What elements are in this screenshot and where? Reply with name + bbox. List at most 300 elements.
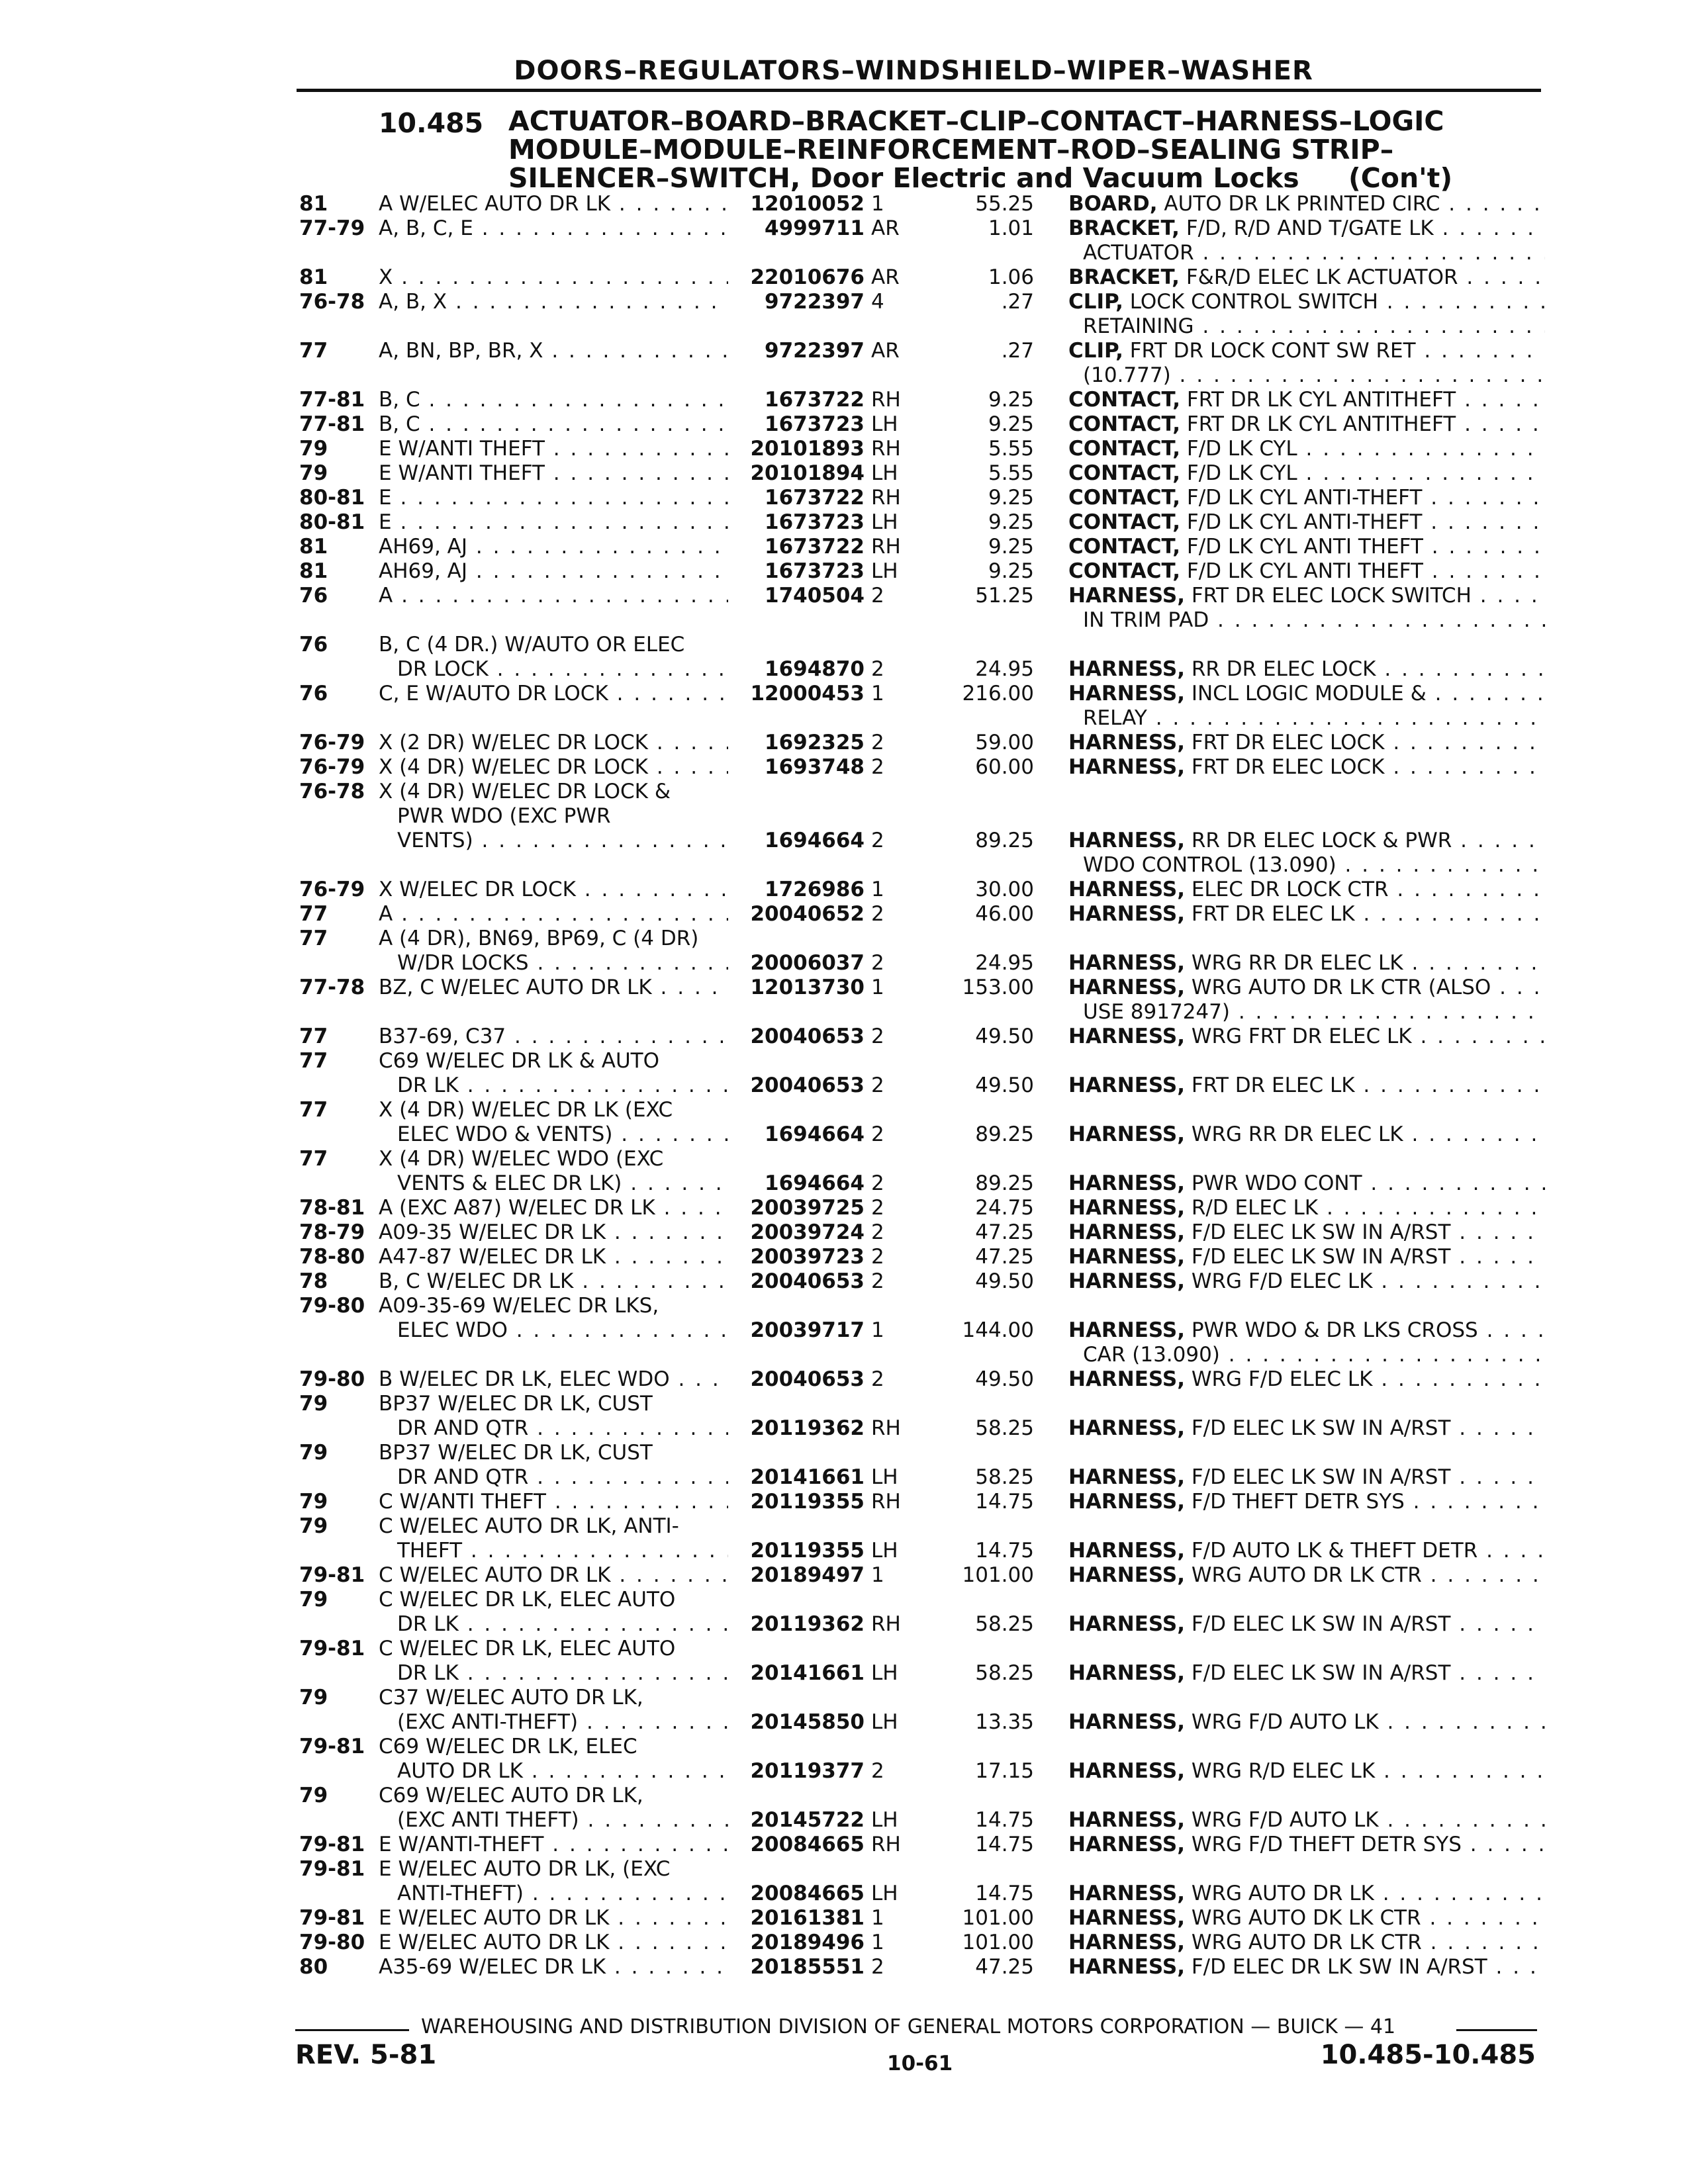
description — [1068, 1220, 1545, 1245]
price: 14.75 — [975, 1833, 1034, 1856]
part-name: HARNESS, — [1068, 1833, 1185, 1856]
part-name: CLIP, — [1068, 339, 1123, 363]
description — [1068, 1000, 1545, 1024]
application-text: A (EXC A87) W/ELEC DR LK — [379, 1196, 655, 1220]
part-name: HARNESS, — [1068, 1955, 1185, 1979]
table-row — [0, 657, 1688, 682]
part-number: 1673723 — [765, 412, 865, 436]
table-row — [0, 559, 1688, 584]
part-number: 1693748 — [765, 755, 865, 779]
application — [379, 412, 728, 437]
description — [1068, 1808, 1545, 1833]
application — [379, 1588, 728, 1612]
table-row — [0, 1294, 1688, 1318]
model-year: 76-79 — [299, 755, 365, 779]
application-text: VENTS & ELEC DR LK) — [397, 1171, 622, 1195]
part-name: HARNESS, — [1068, 1416, 1185, 1440]
application — [379, 1661, 728, 1686]
part-description: WRG AUTO DR LK CTR — [1191, 1563, 1422, 1587]
part-name: HARNESS, — [1068, 878, 1185, 901]
part-description: F&R/D ELEC LK ACTUATOR — [1186, 265, 1458, 289]
table-row — [0, 1441, 1688, 1465]
application — [379, 1024, 728, 1049]
section-title — [508, 107, 1452, 193]
table-row — [0, 1245, 1688, 1269]
quantity: 2 — [871, 1196, 884, 1220]
model-year: 79-80 — [299, 1931, 365, 1954]
model-year: 77-81 — [299, 388, 365, 412]
application-text: B, C — [379, 412, 420, 436]
model-year: 79 — [299, 1490, 328, 1514]
quantity: RH — [871, 486, 901, 510]
description — [1068, 1416, 1545, 1441]
part-number: 20189497 — [750, 1563, 865, 1587]
application-text: DR LK — [397, 1073, 459, 1097]
section-title-line-1: ACTUATOR–BOARD–BRACKET–CLIP–CONTACT–HARNESS–LOGIC — [508, 105, 1444, 137]
part-number: 4999711 — [765, 216, 865, 240]
price: 49.50 — [975, 1024, 1034, 1048]
quantity: 2 — [871, 1122, 884, 1146]
section-subtitle: Door Electric and Vacuum Locks — [810, 162, 1299, 194]
part-number: 1694664 — [765, 1122, 865, 1146]
table-row — [0, 976, 1688, 1000]
quantity: 2 — [871, 1955, 884, 1979]
part-name: HARNESS, — [1068, 1196, 1185, 1220]
price: 14.75 — [975, 1490, 1034, 1514]
part-number: 12000453 — [750, 682, 865, 705]
model-year: 79-81 — [299, 1906, 365, 1930]
table-row — [0, 682, 1688, 706]
application — [379, 1637, 728, 1661]
description — [1068, 1171, 1545, 1196]
price: 5.55 — [988, 437, 1034, 461]
application — [379, 192, 728, 216]
price: 24.95 — [975, 951, 1034, 975]
description — [1068, 510, 1545, 535]
price: 47.25 — [975, 1955, 1034, 1979]
application — [379, 1784, 728, 1808]
application-text: B37-69, C37 — [379, 1024, 506, 1048]
application-text: X (4 DR) W/ELEC DR LOCK — [379, 755, 648, 779]
price: 153.00 — [962, 976, 1034, 999]
table-row — [0, 608, 1688, 633]
part-description: WRG AUTO DR LK CTR (ALSO — [1191, 976, 1491, 999]
part-name: HARNESS, — [1068, 1122, 1185, 1146]
application-text: X (4 DR) W/ELEC DR LOCK & — [379, 780, 671, 803]
table-row — [0, 1686, 1688, 1710]
description — [1068, 437, 1545, 461]
quantity: 1 — [871, 1931, 884, 1954]
part-number: 20040653 — [750, 1024, 865, 1048]
section-title-line-2: MODULE–MODULE–REINFORCEMENT–ROD–SEALING STRIP– — [508, 134, 1394, 165]
description — [1068, 657, 1545, 682]
part-description: RETAINING — [1083, 314, 1194, 338]
part-name: HARNESS, — [1068, 584, 1185, 608]
quantity: LH — [871, 1808, 898, 1832]
model-year: 77 — [299, 1098, 328, 1122]
model-year: 80 — [299, 1955, 328, 1979]
application — [379, 1686, 728, 1710]
application — [379, 1882, 728, 1906]
part-description: WRG F/D ELEC LK — [1191, 1367, 1373, 1391]
table-row — [0, 1318, 1688, 1343]
application-text: B, C W/ELEC DR LK — [379, 1269, 574, 1293]
part-name: HARNESS, — [1068, 1808, 1185, 1832]
part-description: PWR WDO & DR LKS CROSS — [1191, 1318, 1478, 1342]
application — [379, 339, 728, 363]
application-text: X — [379, 265, 393, 289]
quantity: AR — [871, 265, 900, 289]
table-row — [0, 706, 1688, 731]
price: 58.25 — [975, 1612, 1034, 1636]
table-row — [0, 1392, 1688, 1416]
part-name: HARNESS, — [1068, 1220, 1185, 1244]
part-number: 1673722 — [765, 388, 865, 412]
model-year: 79 — [299, 1441, 328, 1465]
application-text: C69 W/ELEC AUTO DR LK, — [379, 1784, 643, 1807]
application-text: DR LK — [397, 1661, 459, 1685]
application — [379, 290, 728, 314]
part-description: F/D ELEC LK SW IN A/RST — [1191, 1661, 1451, 1685]
application-text: E W/ELEC AUTO DR LK — [379, 1931, 610, 1954]
application — [379, 461, 728, 486]
part-description: USE 8917247) — [1083, 1000, 1230, 1024]
part-name: CONTACT, — [1068, 535, 1181, 559]
description — [1068, 1833, 1545, 1857]
part-number: 20119377 — [750, 1759, 865, 1783]
model-year: 81 — [299, 265, 328, 289]
application-text: A09-35-69 W/ELEC DR LKS, — [379, 1294, 659, 1318]
application-text: C, E W/AUTO DR LOCK — [379, 682, 608, 705]
part-description: R/D ELEC LK — [1191, 1196, 1319, 1220]
part-description: WRG FRT DR ELEC LK — [1191, 1024, 1412, 1048]
part-description: F/D ELEC LK SW IN A/RST — [1191, 1220, 1451, 1244]
part-name: HARNESS, — [1068, 1269, 1185, 1293]
application — [379, 1441, 728, 1465]
application-text: A, B, C, E — [379, 216, 473, 240]
table-row — [0, 1171, 1688, 1196]
quantity: 1 — [871, 682, 884, 705]
part-description: FRT DR ELEC LOCK SWITCH — [1191, 584, 1472, 608]
application — [379, 633, 728, 657]
quantity: 2 — [871, 902, 884, 926]
model-year: 77 — [299, 1147, 328, 1171]
application — [379, 1269, 728, 1294]
quantity: RH — [871, 1490, 901, 1514]
model-year: 76-79 — [299, 731, 365, 754]
section-continued: (Con't) — [1348, 162, 1453, 194]
part-name: HARNESS, — [1068, 1490, 1185, 1514]
price: 49.50 — [975, 1367, 1034, 1391]
price: 59.00 — [975, 731, 1034, 754]
table-row — [0, 829, 1688, 853]
description — [1068, 1367, 1545, 1392]
part-number: 20189496 — [750, 1931, 865, 1954]
description — [1068, 1343, 1545, 1367]
price: 1.06 — [988, 265, 1034, 289]
model-year: 79 — [299, 1784, 328, 1807]
footer-rule-right — [1456, 2029, 1537, 2031]
part-description: RR DR ELEC LOCK & PWR — [1191, 829, 1452, 852]
description — [1068, 559, 1545, 584]
table-row — [0, 1049, 1688, 1073]
table-row — [0, 461, 1688, 486]
part-description: WRG AUTO DK LK CTR — [1191, 1906, 1421, 1930]
quantity: 4 — [871, 290, 884, 314]
part-number: 20161381 — [750, 1906, 865, 1930]
description — [1068, 1882, 1545, 1906]
table-row — [0, 731, 1688, 755]
application-text: X W/ELEC DR LOCK — [379, 878, 576, 901]
quantity: LH — [871, 559, 898, 583]
quantity: 2 — [871, 1367, 884, 1391]
part-description: (10.777) — [1083, 363, 1171, 387]
description — [1068, 976, 1545, 1000]
quantity: 2 — [871, 1220, 884, 1244]
description — [1068, 1906, 1545, 1931]
table-row — [0, 1367, 1688, 1392]
price: 89.25 — [975, 829, 1034, 852]
price: 9.25 — [988, 486, 1034, 510]
table-row — [0, 1784, 1688, 1808]
application — [379, 1833, 728, 1857]
application — [379, 1735, 728, 1759]
table-row — [0, 1931, 1688, 1955]
page-header-title: DOORS–REGULATORS–WINDSHIELD–WIPER–WASHER — [514, 56, 1313, 86]
price: 58.25 — [975, 1465, 1034, 1489]
part-description: F/D, R/D AND T/GATE LK — [1186, 216, 1434, 240]
application — [379, 1710, 728, 1735]
price: 14.75 — [975, 1808, 1034, 1832]
application — [379, 755, 728, 780]
header-rule — [297, 89, 1541, 92]
part-name: HARNESS, — [1068, 1465, 1185, 1489]
model-year: 79-80 — [299, 1367, 365, 1391]
model-year: 77 — [299, 339, 328, 363]
part-description: F/D LK CYL — [1186, 461, 1297, 485]
application-text: (EXC ANTI THEFT) — [397, 1808, 579, 1832]
quantity: 1 — [871, 1318, 884, 1342]
model-year: 78 — [299, 1269, 328, 1293]
model-year: 78-81 — [299, 1196, 365, 1220]
part-number: 20040653 — [750, 1367, 865, 1391]
part-description: F/D LK CYL — [1186, 437, 1297, 461]
table-row — [0, 951, 1688, 976]
price: 101.00 — [962, 1906, 1034, 1930]
application-text: C W/ELEC AUTO DR LK, ANTI- — [379, 1514, 679, 1538]
description — [1068, 265, 1545, 290]
application-text: A47-87 W/ELEC DR LK — [379, 1245, 606, 1269]
application — [379, 1196, 728, 1220]
price: 47.25 — [975, 1220, 1034, 1244]
application — [379, 657, 728, 682]
model-year: 79-81 — [299, 1833, 365, 1856]
quantity: RH — [871, 1612, 901, 1636]
table-row — [0, 412, 1688, 437]
application — [379, 1931, 728, 1955]
part-name: HARNESS, — [1068, 902, 1185, 926]
table-row — [0, 1024, 1688, 1049]
application-text: (EXC ANTI-THEFT) — [397, 1710, 579, 1734]
price: 1.01 — [988, 216, 1034, 240]
part-name: CONTACT, — [1068, 461, 1181, 485]
application-text: E W/ELEC AUTO DR LK, (EXC — [379, 1857, 671, 1881]
description — [1068, 1269, 1545, 1294]
model-year: 77-81 — [299, 412, 365, 436]
table-row — [0, 314, 1688, 339]
quantity: AR — [871, 216, 900, 240]
table-row — [0, 241, 1688, 265]
application-text: W/DR LOCKS — [397, 951, 529, 975]
application — [379, 1073, 728, 1098]
part-number: 20141661 — [750, 1465, 865, 1489]
part-number: 20119362 — [750, 1612, 865, 1636]
application-text: A (4 DR), BN69, BP69, C (4 DR) — [379, 927, 699, 950]
part-name: CONTACT, — [1068, 559, 1181, 583]
part-name: HARNESS, — [1068, 1882, 1185, 1905]
model-year: 77 — [299, 902, 328, 926]
part-description: F/D LK CYL ANTI THEFT — [1186, 559, 1423, 583]
quantity: LH — [871, 1539, 898, 1563]
part-description: F/D LK CYL ANTI-THEFT — [1186, 510, 1423, 534]
part-number: 9722397 — [765, 339, 865, 363]
description — [1068, 1024, 1545, 1049]
application-text: PWR WDO (EXC PWR — [397, 804, 611, 828]
table-row — [0, 1882, 1688, 1906]
part-number: 20040653 — [750, 1269, 865, 1293]
part-description: RELAY — [1083, 706, 1147, 730]
part-number: 1694664 — [765, 829, 865, 852]
description — [1068, 755, 1545, 780]
part-number: 20084665 — [750, 1833, 865, 1856]
part-name: HARNESS, — [1068, 1612, 1185, 1636]
model-year: 76 — [299, 584, 328, 608]
part-description: ACTUATOR — [1083, 241, 1194, 265]
part-number: 20119362 — [750, 1416, 865, 1440]
part-number: 20101894 — [750, 461, 865, 485]
quantity: 2 — [871, 1269, 884, 1293]
table-row — [0, 878, 1688, 902]
application — [379, 902, 728, 927]
section-title-line-3 — [508, 164, 1452, 193]
part-description: FRT DR ELEC LK — [1191, 1073, 1355, 1097]
part-number: 20101893 — [750, 437, 865, 461]
quantity: 2 — [871, 1073, 884, 1097]
part-description: WRG AUTO DR LK CTR — [1191, 1931, 1422, 1954]
table-row — [0, 584, 1688, 608]
description — [1068, 1318, 1545, 1343]
quantity: LH — [871, 1465, 898, 1489]
model-year: 79-80 — [299, 1294, 365, 1318]
quantity: 1 — [871, 976, 884, 999]
part-description: FRT DR ELEC LOCK — [1191, 731, 1385, 754]
table-row — [0, 1269, 1688, 1294]
description — [1068, 902, 1545, 927]
application — [379, 1367, 728, 1392]
part-description: WRG F/D AUTO LK — [1191, 1808, 1379, 1832]
part-number: 1694664 — [765, 1171, 865, 1195]
quantity: LH — [871, 1661, 898, 1685]
description — [1068, 339, 1545, 363]
part-number: 20039724 — [750, 1220, 865, 1244]
application-text: E W/ANTI-THEFT — [379, 1833, 544, 1856]
application — [379, 486, 728, 510]
description — [1068, 535, 1545, 559]
description — [1068, 951, 1545, 976]
application-text: C69 W/ELEC DR LK, ELEC — [379, 1735, 637, 1758]
table-row — [0, 1857, 1688, 1882]
part-name: CONTACT, — [1068, 437, 1181, 461]
part-description: CAR (13.090) — [1083, 1343, 1220, 1367]
application — [379, 388, 728, 412]
model-year: 79 — [299, 1392, 328, 1416]
application — [379, 878, 728, 902]
application — [379, 1318, 728, 1343]
section-number: 10.485 — [379, 107, 484, 139]
application-text: DR LK — [397, 1612, 459, 1636]
table-row — [0, 339, 1688, 363]
part-number: 20006037 — [750, 951, 865, 975]
part-description: WRG F/D THEFT DETR SYS — [1191, 1833, 1462, 1856]
application-text: BP37 W/ELEC DR LK, CUST — [379, 1392, 653, 1416]
model-year: 79-81 — [299, 1735, 365, 1758]
model-year: 77-79 — [299, 216, 365, 240]
part-number: 20039717 — [750, 1318, 865, 1342]
model-year: 79-81 — [299, 1857, 365, 1881]
section-title-line-3-main: SILENCER–SWITCH, — [508, 162, 801, 194]
model-year: 81 — [299, 192, 328, 216]
part-name: HARNESS, — [1068, 1931, 1185, 1954]
part-name: HARNESS, — [1068, 1906, 1185, 1930]
description — [1068, 1931, 1545, 1955]
part-description: F/D LK CYL ANTI-THEFT — [1186, 486, 1423, 510]
application — [379, 1514, 728, 1539]
application — [379, 1563, 728, 1588]
application — [379, 731, 728, 755]
table-row — [0, 437, 1688, 461]
part-number: 1673723 — [765, 510, 865, 534]
part-description: WRG F/D ELEC LK — [1191, 1269, 1373, 1293]
quantity: 2 — [871, 829, 884, 852]
price: 49.50 — [975, 1073, 1034, 1097]
quantity: 2 — [871, 755, 884, 779]
description — [1068, 853, 1545, 878]
application — [379, 1808, 728, 1833]
quantity: 2 — [871, 951, 884, 975]
model-year: 76-78 — [299, 290, 365, 314]
part-number: 1694870 — [765, 657, 865, 681]
table-row — [0, 535, 1688, 559]
model-year: 80-81 — [299, 486, 365, 510]
description — [1068, 1612, 1545, 1637]
description — [1068, 1073, 1545, 1098]
table-row — [0, 780, 1688, 804]
application-text: C W/ANTI THEFT — [379, 1490, 546, 1514]
part-name: CONTACT, — [1068, 388, 1181, 412]
application — [379, 1857, 728, 1882]
part-name: BRACKET, — [1068, 216, 1180, 240]
model-year: 79 — [299, 1588, 328, 1612]
table-row — [0, 1490, 1688, 1514]
table-row — [0, 363, 1688, 388]
quantity: LH — [871, 1882, 898, 1905]
price: 14.75 — [975, 1882, 1034, 1905]
price: 89.25 — [975, 1171, 1034, 1195]
part-description: AUTO DR LK PRINTED CIRC — [1164, 192, 1440, 216]
part-name: HARNESS, — [1068, 1073, 1185, 1097]
application — [379, 1147, 728, 1171]
application — [379, 1906, 728, 1931]
